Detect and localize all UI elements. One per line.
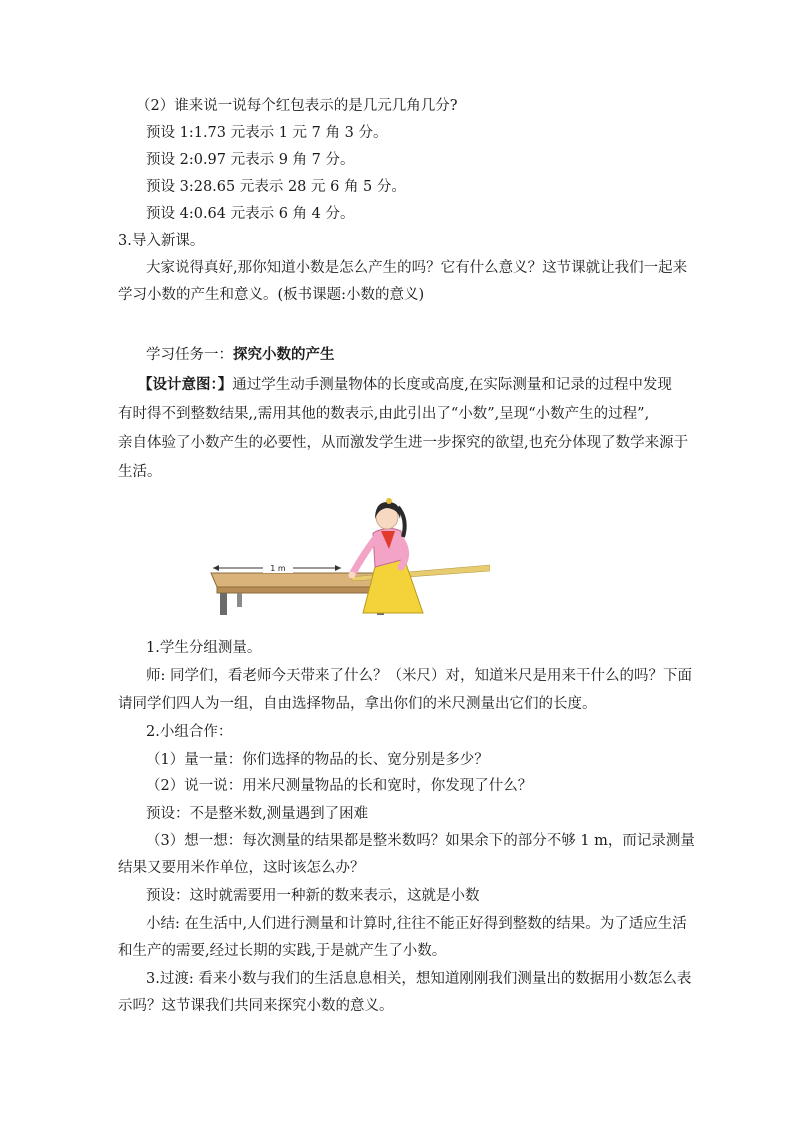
task1-prefix: 学习任务一： bbox=[146, 347, 233, 363]
girl-hair-clip bbox=[386, 498, 392, 504]
question-2: （2）谁来说一说每个红包表示的是几元几角几分? bbox=[136, 98, 458, 114]
summary-line-1: 小结: 在生活中,人们进行测量和计算时,往往不能正好得到整数的结果。为了适应生活 bbox=[146, 916, 687, 932]
task1-title: 探究小数的产生 bbox=[233, 346, 335, 363]
step-1-line-1: 师: 同学们，看老师今天带来了什么？（米尺）对，知道米尺是用来干什么的吗？下面 bbox=[146, 668, 692, 684]
design-intent-line-4: 生活。 bbox=[118, 464, 162, 480]
summary-line-2: 和生产的需要,经过长期的实践,于是就产生了小数。 bbox=[118, 943, 447, 959]
step-2-heading: 2.小组合作： bbox=[146, 724, 233, 740]
step-2-item-2-preset: 预设：不是整米数,测量遇到了困难 bbox=[146, 806, 369, 822]
intro-para-line-2: 学习小数的产生和意义。(板书课题:小数的意义) bbox=[118, 287, 425, 303]
preset-3: 预设 3:28.65 元表示 28 元 6 角 5 分。 bbox=[146, 179, 406, 195]
preset-1: 预设 1:1.73 元表示 1 元 7 角 3 分。 bbox=[146, 125, 388, 141]
step-1-line-2: 请同学们四人为一组，自由选择物品，拿出你们的米尺测量出它们的长度。 bbox=[118, 696, 597, 712]
step-3-line-1: 3.过渡: 看来小数与我们的生活息息相关，想知道刚刚我们测量出的数据用小数怎么表 bbox=[146, 971, 692, 987]
step-2-item-3-line-2: 结果又要用米作单位，这时该怎么办？ bbox=[118, 860, 365, 876]
girl-measuring-table-illustration bbox=[205, 497, 490, 617]
girl-hand bbox=[349, 572, 356, 579]
task1-heading bbox=[146, 345, 335, 365]
step-2-item-3-line-1: （3）想一想：每次测量的结果都是整米数吗？如果余下的部分不够 1 m，而记录测量 bbox=[146, 833, 695, 849]
step-2-item-3-preset: 预设：这时就需要用一种新的数来表示，这就是小数 bbox=[146, 888, 480, 904]
step-3-line-2: 示吗？这节课我们共同来探究小数的意义。 bbox=[118, 998, 394, 1014]
intro-heading: 3.导入新课。 bbox=[118, 233, 205, 249]
intro-para-line-1: 大家说得真好,那你知道小数是怎么产生的吗？它有什么意义？这节课就让我们一起来 bbox=[146, 260, 688, 276]
arrow-right bbox=[335, 565, 341, 571]
step-2-item-1: （1）量一量：你们选择的物品的长、宽分别是多少？ bbox=[146, 752, 489, 768]
design-intent-label: 【设计意图：】 bbox=[138, 376, 233, 393]
arrow-left bbox=[213, 565, 219, 571]
measure-label: 1 m bbox=[270, 564, 286, 573]
table-edge bbox=[217, 587, 389, 593]
design-intent-line-3: 亲自体验了小数产生的必要性，从而激发学生进一步探究的欲望,也充分体现了数学来源于 bbox=[118, 435, 689, 451]
design-intent-line-2: 有时得不到整数结果,,需用其他的数表示,由此引出了“小数”,呈现“小数产生的过程”, bbox=[118, 406, 650, 422]
table-leg bbox=[220, 593, 227, 615]
design-intent-line-1: 【设计意图：】通过学生动手测量物体的长度或高度,在实际测量和记录的过程中发现 bbox=[138, 376, 672, 393]
preset-2: 预设 2:0.97 元表示 9 角 7 分。 bbox=[146, 152, 355, 168]
girl-arm-left bbox=[353, 539, 375, 573]
girl-skirt bbox=[363, 555, 423, 613]
table-leg bbox=[237, 593, 242, 607]
step-2-item-2: （2）说一说：用米尺测量物品的长和宽时，你发现了什么？ bbox=[146, 778, 533, 794]
preset-4: 预设 4:0.64 元表示 6 角 4 分。 bbox=[146, 206, 355, 222]
step-1-heading: 1.学生分组测量。 bbox=[146, 640, 262, 656]
